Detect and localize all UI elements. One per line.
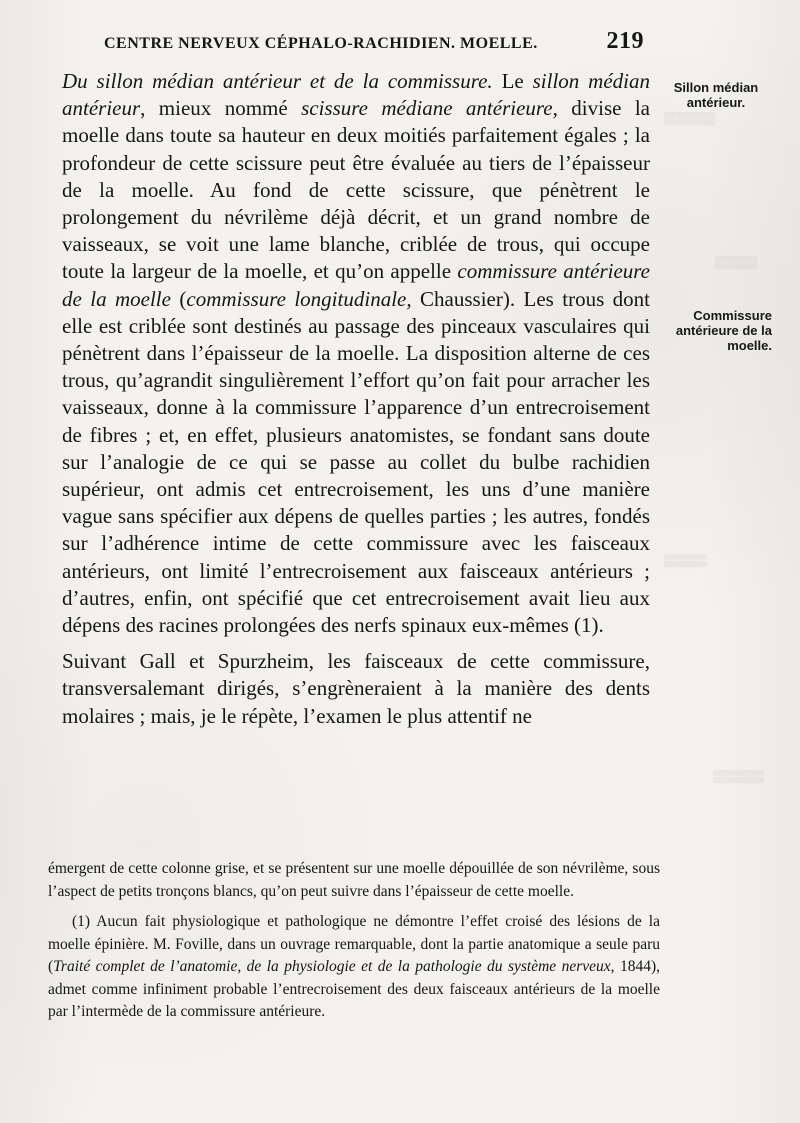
footnote-1 <box>48 911 660 1024</box>
text-run: , mieux nommé <box>140 96 302 121</box>
text-run: Le <box>492 69 533 93</box>
page-number: 219 <box>606 28 644 54</box>
italic-term: commissure longitudinale, <box>186 286 412 311</box>
bleed-through-mark: ▒▒▒▒▒▒ <box>712 769 764 783</box>
italic-title: Traité complet de l’anatomie, de la physiologie et de la pathologie du système nerveux <box>53 958 611 975</box>
paragraph-gall-spurzheim: Suivant Gall et Spurzheim, les faisceaux de cette commissure, transversalemant dirigés, s’engrèneraient à la manière des dents molaires ; mais, je le répète, l’examen le plus attentif ne <box>62 649 650 728</box>
text-run: Chaussier). Les trous dont elle est criblée sont destinés au passage des pinceaux vasculaires qui pénètrent dans l’épaisseur de la moelle. La disposition alterne de ces trous, qu’agrandit singulièrement l’effort qu’on fait pour arracher les vaisseaux, donne à la commissure l’apparence d’un entrecroisement de fibres ; et, en effet, plusieurs anatomistes, se fondant sans doute sur l’analogie de ce qui se passe au collet du bulbe rachidien supérieur, ont admis cet entrecroisement, les uns d’une manière vague sans spécifier aux dépens de quelles parties ; les autres, fondés sur l’adhérence intime de cette commissure avec les faisceaux antérieurs, ont limité l’entrecroisement aux faisceaux antérieurs ; d’autres, enfin, ont spécifié que cet entrecroisement avait lieu aux dépens des racines prolongées des nerfs spinaux eux-mêmes (1). <box>62 286 650 638</box>
bleed-through-mark: ▒▒▒▒▒ <box>664 553 707 567</box>
running-head <box>104 28 644 62</box>
italic-term: sillon médian antérieur <box>62 69 650 121</box>
running-title: CENTRE NERVEUX CÉPHALO-RACHIDIEN. MOELLE. <box>104 35 538 52</box>
paragraph-sillon-median <box>62 68 650 639</box>
text-run: ( <box>170 286 187 311</box>
section-heading: Du sillon médian antérieur et de la commissure. <box>62 69 493 93</box>
footnotes <box>48 858 660 1024</box>
italic-term: commissure antérieure de la moelle <box>62 259 650 311</box>
text-run: divise la moelle dans toute sa hauteur en deux moitiés parfaitement égales ; la profondeur de cette scissure peut être évaluée au tiers de l’épaisseur de la moelle. Au fond de cette scissure, que pénètrent le prolongement du névrilème déjà décrit, et un grand nombre de vaisseaux, se voit une lame blanche, criblée de trous, qui occupe toute la largeur de la moelle, et qu’on appelle <box>62 96 650 284</box>
italic-term: scissure médiane antérieure, <box>301 96 558 121</box>
margin-note-commissure: Commissure antérieure de la moelle. <box>675 308 772 353</box>
margin-note-sillon: Sillon médian antérieur. <box>673 80 759 110</box>
bleed-through-mark: ▒▒▒▒▒▒ <box>664 111 716 125</box>
main-text <box>62 68 650 730</box>
footnote-continuation: émergent de cette colonne grise, et se présentent sur une moelle dépouillée de son névrilème, sous l’aspect de petits tronçons blancs, qu’on peut suivre dans l’épaisseur de cette moelle. <box>48 860 660 900</box>
bleed-through-mark: ▒▒▒▒▒ <box>714 255 757 269</box>
text-run: (1) Aucun fait physiologique et pathologique ne démontre l’effet croisé des lésions de la moelle épinière. M. Foville, dans un ouvrage remarquable, dont la partie anatomique a seule paru ( <box>48 913 660 975</box>
text-run: , 1844), admet comme infiniment probable l’entrecroisement des deux faisceaux antérieurs de la moelle par l’intermède de la commissure antérieure. <box>48 958 660 1020</box>
